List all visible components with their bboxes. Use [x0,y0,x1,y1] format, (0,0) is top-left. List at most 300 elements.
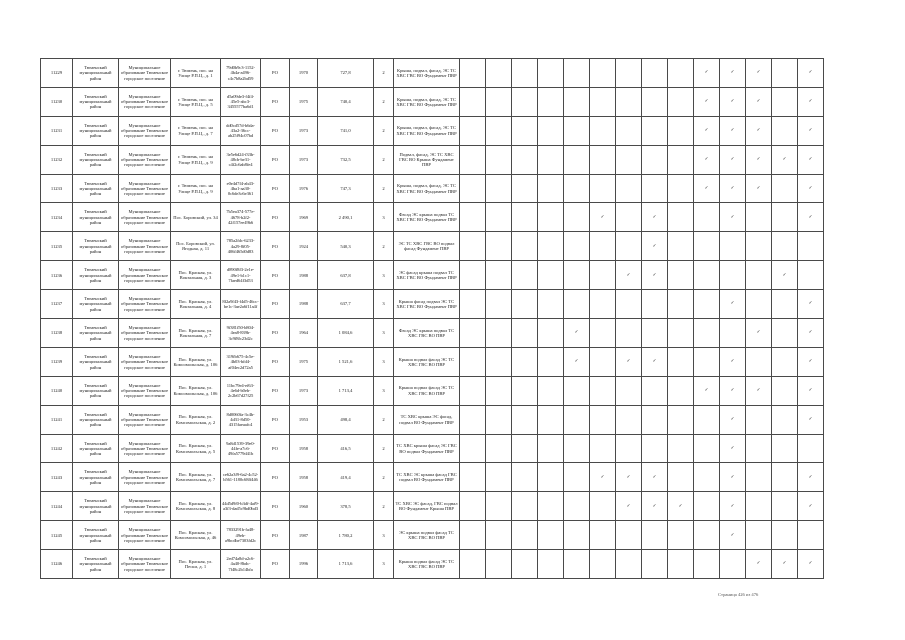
year-cell: 1969 [290,203,318,232]
empty-check-cell [616,434,642,463]
fund-form-cell: РО [261,492,290,521]
check-mark-icon: ✓ [720,87,746,116]
floors-cell: 2 [374,434,394,463]
row-number-cell: 11242 [41,434,73,463]
district-cell: Тюменский муниципальный район [73,203,119,232]
district-cell: Тюменский муниципальный район [73,376,119,405]
empty-check-cell [486,319,512,348]
empty-check-cell [668,203,694,232]
area-cell: 637,8 [318,261,374,290]
empty-check-cell [668,319,694,348]
empty-check-cell [746,492,772,521]
floors-cell: 2 [374,463,394,492]
empty-check-cell [512,347,538,376]
municipality-cell: Муниципальное образование Тюменское городское поселение [119,87,171,116]
table-row [41,174,824,203]
empty-check-cell [694,405,720,434]
check-mark-icon: ✓ [746,87,772,116]
empty-check-cell [512,59,538,88]
empty-check-cell [590,319,616,348]
fias-code-cell: 2ed74a8d-a2c6-4a40-8bdc-7f48c2b14bfa [221,550,261,579]
empty-check-cell [564,116,590,145]
empty-check-cell [772,521,798,550]
empty-check-cell [694,521,720,550]
empty-check-cell [720,261,746,290]
municipality-cell: Муниципальное образование Тюменское городское поселение [119,492,171,521]
check-mark-icon: ✓ [642,203,668,232]
year-cell: 1973 [290,145,318,174]
empty-check-cell [642,319,668,348]
empty-check-cell [486,550,512,579]
empty-check-cell [642,116,668,145]
area-cell: 1 084,6 [318,319,374,348]
municipality-cell: Муниципальное образование Тюменское городское поселение [119,347,171,376]
empty-check-cell [538,145,564,174]
check-mark-icon: ✓ [694,87,720,116]
fund-form-cell: РО [261,521,290,550]
municipality-cell: Муниципальное образование Тюменское городское поселение [119,203,171,232]
district-cell: Тюменский муниципальный район [73,290,119,319]
empty-check-cell [538,203,564,232]
floors-cell: 3 [374,376,394,405]
year-cell: 1975 [290,87,318,116]
area-cell: 1 713,4 [318,376,374,405]
check-mark-icon: ✓ [720,492,746,521]
year-cell: 1964 [290,319,318,348]
empty-check-cell [694,550,720,579]
empty-check-cell [512,405,538,434]
empty-check-cell [590,492,616,521]
check-mark-icon: ✓ [720,290,746,319]
empty-check-cell [460,290,486,319]
address-cell: Пос. Красная, ул. Комсомольская, д. 2 [171,405,221,434]
fias-code-cell: d890f8f3-2e1e-49e1-b1c1-7faed64f3d53 [221,261,261,290]
year-cell: 1970 [290,59,318,88]
row-number-cell: 11238 [41,319,73,348]
floors-cell: 2 [374,232,394,261]
empty-check-cell [538,347,564,376]
table-row [41,145,824,174]
empty-check-cell [642,521,668,550]
check-mark-icon: ✓ [720,463,746,492]
empty-check-cell [590,405,616,434]
area-cell: 419,4 [318,463,374,492]
check-mark-icon: ✓ [720,347,746,376]
works-list-cell: Крыша, подвал, фасад, ЭС ТС ХВС ГВС ВО Фундамент ПВР [394,174,460,203]
empty-check-cell [668,405,694,434]
empty-check-cell [642,87,668,116]
empty-check-cell [564,59,590,88]
empty-check-cell [694,492,720,521]
check-mark-icon: ✓ [772,145,798,174]
empty-check-cell [590,87,616,116]
empty-check-cell [746,290,772,319]
empty-check-cell [460,492,486,521]
check-mark-icon: ✓ [798,347,824,376]
empty-check-cell [668,463,694,492]
empty-check-cell [538,290,564,319]
district-cell: Тюменский муниципальный район [73,434,119,463]
empty-check-cell [616,521,642,550]
empty-check-cell [668,550,694,579]
empty-check-cell [642,376,668,405]
check-mark-icon: ✓ [798,174,824,203]
empty-check-cell [694,232,720,261]
empty-check-cell [668,261,694,290]
year-cell: 1975 [290,347,318,376]
check-mark-icon: ✓ [746,319,772,348]
table-row [41,87,824,116]
empty-check-cell [486,521,512,550]
district-cell: Тюменский муниципальный район [73,463,119,492]
fias-code-cell: 79d0b9c3-1152-4b4a-a496-c4c7b8a2bd59 [221,59,261,88]
check-mark-icon: ✓ [798,87,824,116]
empty-check-cell [642,434,668,463]
check-mark-icon: ✓ [720,521,746,550]
check-mark-icon: ✓ [720,59,746,88]
empty-check-cell [772,290,798,319]
empty-check-cell [486,261,512,290]
empty-check-cell [460,261,486,290]
empty-check-cell [668,145,694,174]
address-cell: г. Тюмень, пос. на Улице Р.П.Ц., д. 9 [171,145,221,174]
works-list-cell: Подвал, фасад, ЭС ТС ХВС ГВС ВО Крыша Фундамент ПВР [394,145,460,174]
empty-check-cell [460,203,486,232]
municipality-cell: Муниципальное образование Тюменское городское поселение [119,59,171,88]
empty-check-cell [616,405,642,434]
district-cell: Тюменский муниципальный район [73,492,119,521]
empty-check-cell [460,59,486,88]
check-mark-icon: ✓ [772,550,798,579]
empty-check-cell [616,550,642,579]
fias-code-cell: dd0cd57d-b6da-43a2-36cc-ab25f94c07bd [221,116,261,145]
table-row [41,405,824,434]
check-mark-icon: ✓ [798,116,824,145]
works-list-cell: Крыша подвал фасад ЭС ТС ХВС ГВС ВО ПВР [394,347,460,376]
address-cell: Пос. Красная, ул. Комсомольская, д. 5 [171,434,221,463]
check-mark-icon: ✓ [746,59,772,88]
fias-code-cell: e0e4d7f4-ab43-4ba1-aa30-0c6de3c6e361 [221,174,261,203]
empty-check-cell [460,405,486,434]
table-body [41,59,824,579]
empty-check-cell [486,203,512,232]
empty-check-cell [564,463,590,492]
empty-check-cell [538,87,564,116]
fund-form-cell: РО [261,319,290,348]
empty-check-cell [772,434,798,463]
empty-check-cell [538,232,564,261]
table-row [41,59,824,88]
empty-check-cell [668,59,694,88]
fias-code-cell: 9a8d1539-39e0-44fe-a7c6-49fa5779d41b [221,434,261,463]
address-cell: Пос. Красная, ул. Комсомольская, д. 7 [171,463,221,492]
empty-check-cell [590,145,616,174]
empty-check-cell [746,261,772,290]
empty-check-cell [668,290,694,319]
empty-check-cell [512,203,538,232]
address-cell: Пос. Красная, ул. Комсомольская, д. 106 [171,347,221,376]
table-row [41,290,824,319]
empty-check-cell [668,87,694,116]
empty-check-cell [512,87,538,116]
empty-check-cell [694,319,720,348]
municipality-cell: Муниципальное образование Тюменское городское поселение [119,232,171,261]
empty-check-cell [746,434,772,463]
empty-check-cell [694,203,720,232]
table-row [41,434,824,463]
row-number-cell: 11244 [41,492,73,521]
check-mark-icon: ✓ [798,463,824,492]
fund-form-cell: РО [261,347,290,376]
empty-check-cell [460,521,486,550]
empty-check-cell [668,347,694,376]
fund-form-cell: РО [261,174,290,203]
empty-check-cell [772,405,798,434]
empty-check-cell [642,174,668,203]
district-cell: Тюменский муниципальный район [73,521,119,550]
empty-check-cell [772,319,798,348]
area-cell: 637,7 [318,290,374,319]
empty-check-cell [772,87,798,116]
address-cell: Пос. Красная, ул. Комсомольская, д. 46 [171,521,221,550]
district-cell: Тюменский муниципальный район [73,87,119,116]
empty-check-cell [538,405,564,434]
empty-check-cell [694,290,720,319]
empty-check-cell [772,492,798,521]
row-number-cell: 11233 [41,174,73,203]
check-mark-icon: ✓ [746,174,772,203]
empty-check-cell [512,550,538,579]
municipality-cell: Муниципальное образование Тюменское городское поселение [119,463,171,492]
check-mark-icon: ✓ [642,347,668,376]
table-row [41,232,824,261]
fund-form-cell: РО [261,290,290,319]
works-list-cell: Фасад ЭС крыша подвал ТС ХВС ГВС ВО ПВР [394,319,460,348]
empty-check-cell [616,232,642,261]
empty-check-cell [798,521,824,550]
empty-check-cell [616,87,642,116]
empty-check-cell [772,376,798,405]
fias-code-cell: 319fb675-4c5e-4b03-bfd4-af04ec2d72a5 [221,347,261,376]
empty-check-cell [590,232,616,261]
address-cell: г. Тюмень, пос. на Улице Р.П.Ц., д. 5 [171,87,221,116]
empty-check-cell [590,347,616,376]
empty-check-cell [512,290,538,319]
table-row [41,203,824,232]
year-cell: 1976 [290,174,318,203]
check-mark-icon: ✓ [564,347,590,376]
check-mark-icon: ✓ [798,145,824,174]
check-mark-icon: ✓ [694,376,720,405]
empty-check-cell [460,347,486,376]
check-mark-icon: ✓ [642,492,668,521]
area-cell: 416,5 [318,434,374,463]
empty-check-cell [538,376,564,405]
empty-check-cell [486,347,512,376]
empty-check-cell [486,376,512,405]
empty-check-cell [486,145,512,174]
address-cell: Пос. Красная, ул. Вокзальная, д. 3 [171,261,221,290]
empty-check-cell [642,145,668,174]
fund-form-cell: РО [261,87,290,116]
works-list-cell: Крыша подвал фасад ЭС ТС ХВС ГВС ВО ПВР [394,376,460,405]
empty-check-cell [564,405,590,434]
works-list-cell: Фасад ЭС крыша подвал ТС ХВС ГВС ВО Фундамент ПВР [394,203,460,232]
check-mark-icon: ✓ [798,376,824,405]
municipality-cell: Муниципальное образование Тюменское городское поселение [119,261,171,290]
empty-check-cell [746,232,772,261]
empty-check-cell [486,290,512,319]
empty-check-cell [642,405,668,434]
check-mark-icon: ✓ [642,261,668,290]
works-list-cell: Крыша, подвал, фасад, ЭС ТС ХВС ГВС ВО Фундамент ПВР [394,87,460,116]
empty-check-cell [720,319,746,348]
fias-code-cell: 8f2a9f43-f4d5-46cc-be1c-3ae2a6f11a4f [221,290,261,319]
empty-check-cell [668,116,694,145]
year-cell: 1973 [290,116,318,145]
row-number-cell: 11240 [41,376,73,405]
empty-check-cell [512,145,538,174]
check-mark-icon: ✓ [746,550,772,579]
fias-code-cell: 44d5d9f0-b3df-4af9-a3f3-dad5c9bd0bd3 [221,492,261,521]
empty-check-cell [616,116,642,145]
check-mark-icon: ✓ [694,116,720,145]
empty-check-cell [564,261,590,290]
empty-check-cell [590,434,616,463]
works-list-cell: Крыша, подвал, фасад, ЭС ТС ХВС ГВС ВО Фундамент ПВР [394,59,460,88]
empty-check-cell [746,405,772,434]
empty-check-cell [512,434,538,463]
table-row [41,376,824,405]
fund-form-cell: РО [261,145,290,174]
check-mark-icon: ✓ [642,232,668,261]
year-cell: 1953 [290,405,318,434]
empty-check-cell [564,521,590,550]
empty-check-cell [616,59,642,88]
area-cell: 740,4 [318,87,374,116]
empty-check-cell [538,492,564,521]
empty-check-cell [616,174,642,203]
empty-check-cell [616,290,642,319]
empty-check-cell [564,550,590,579]
empty-check-cell [538,434,564,463]
empty-check-cell [590,521,616,550]
area-cell: 1 521,6 [318,347,374,376]
check-mark-icon: ✓ [720,145,746,174]
check-mark-icon: ✓ [720,116,746,145]
fias-code-cell: d5a09de3-f4f4-45e5-abc3-3455577ba6d1 [221,87,261,116]
empty-check-cell [538,261,564,290]
floors-cell: 2 [374,145,394,174]
floors-cell: 2 [374,405,394,434]
empty-check-cell [746,203,772,232]
check-mark-icon: ✓ [720,174,746,203]
year-cell: 1987 [290,521,318,550]
empty-check-cell [538,174,564,203]
works-list-cell: ТС ХВС ЭС фасад, ГВС подвал ВО Фундамент Крыша ПВР [394,492,460,521]
empty-check-cell [486,232,512,261]
table-row [41,261,824,290]
address-cell: г. Тюмень, пос. на Улице Р.П.Ц., д. 7 [171,116,221,145]
works-list-cell: ЭС фасад крыша подвал ТС ХВС ГВС ВО Фундамент ПВР [394,261,460,290]
empty-check-cell [668,174,694,203]
empty-check-cell [772,116,798,145]
check-mark-icon: ✓ [616,261,642,290]
fund-form-cell: РО [261,203,290,232]
empty-check-cell [512,521,538,550]
empty-check-cell [538,59,564,88]
fund-form-cell: РО [261,550,290,579]
address-cell: Пос. Красная, ул. Пески, д. 1 [171,550,221,579]
municipality-cell: Муниципальное образование Тюменское городское поселение [119,145,171,174]
empty-check-cell [746,463,772,492]
empty-check-cell [538,550,564,579]
empty-check-cell [460,463,486,492]
municipality-cell: Муниципальное образование Тюменское городское поселение [119,174,171,203]
area-cell: 732,5 [318,145,374,174]
floors-cell: 2 [374,116,394,145]
empty-check-cell [512,492,538,521]
fund-form-cell: РО [261,405,290,434]
empty-check-cell [772,59,798,88]
empty-check-cell [564,203,590,232]
floors-cell: 3 [374,521,394,550]
empty-check-cell [642,550,668,579]
empty-check-cell [694,463,720,492]
area-cell: 741,0 [318,116,374,145]
address-cell: Пос. Боровский, ул. 34 [171,203,221,232]
empty-check-cell [590,261,616,290]
fund-form-cell: РО [261,232,290,261]
fund-form-cell: РО [261,116,290,145]
row-number-cell: 11232 [41,145,73,174]
area-cell: 378,5 [318,492,374,521]
address-cell: Пос. Красная, ул. Вокзальная, д. 7 [171,319,221,348]
area-cell: 1 713,6 [318,550,374,579]
empty-check-cell [590,174,616,203]
row-number-cell: 11236 [41,261,73,290]
year-cell: 1958 [290,434,318,463]
empty-check-cell [486,463,512,492]
empty-check-cell [512,116,538,145]
empty-check-cell [460,376,486,405]
check-mark-icon: ✓ [798,319,824,348]
empty-check-cell [798,232,824,261]
check-mark-icon: ✓ [668,492,694,521]
empty-check-cell [460,232,486,261]
row-number-cell: 11235 [41,232,73,261]
table-row [41,521,824,550]
fund-form-cell: РО [261,376,290,405]
floors-cell: 2 [374,87,394,116]
empty-check-cell [460,550,486,579]
row-number-cell: 11245 [41,521,73,550]
empty-check-cell [486,174,512,203]
check-mark-icon: ✓ [720,434,746,463]
empty-check-cell [746,347,772,376]
municipality-cell: Муниципальное образование Тюменское городское поселение [119,376,171,405]
area-cell: 1 780,2 [318,521,374,550]
check-mark-icon: ✓ [798,290,824,319]
year-cell: 1988 [290,261,318,290]
empty-check-cell [512,261,538,290]
empty-check-cell [564,145,590,174]
empty-check-cell [798,261,824,290]
page-footer: Страница 426 из 476 [718,592,759,597]
check-mark-icon: ✓ [772,261,798,290]
table-row [41,463,824,492]
check-mark-icon: ✓ [590,203,616,232]
